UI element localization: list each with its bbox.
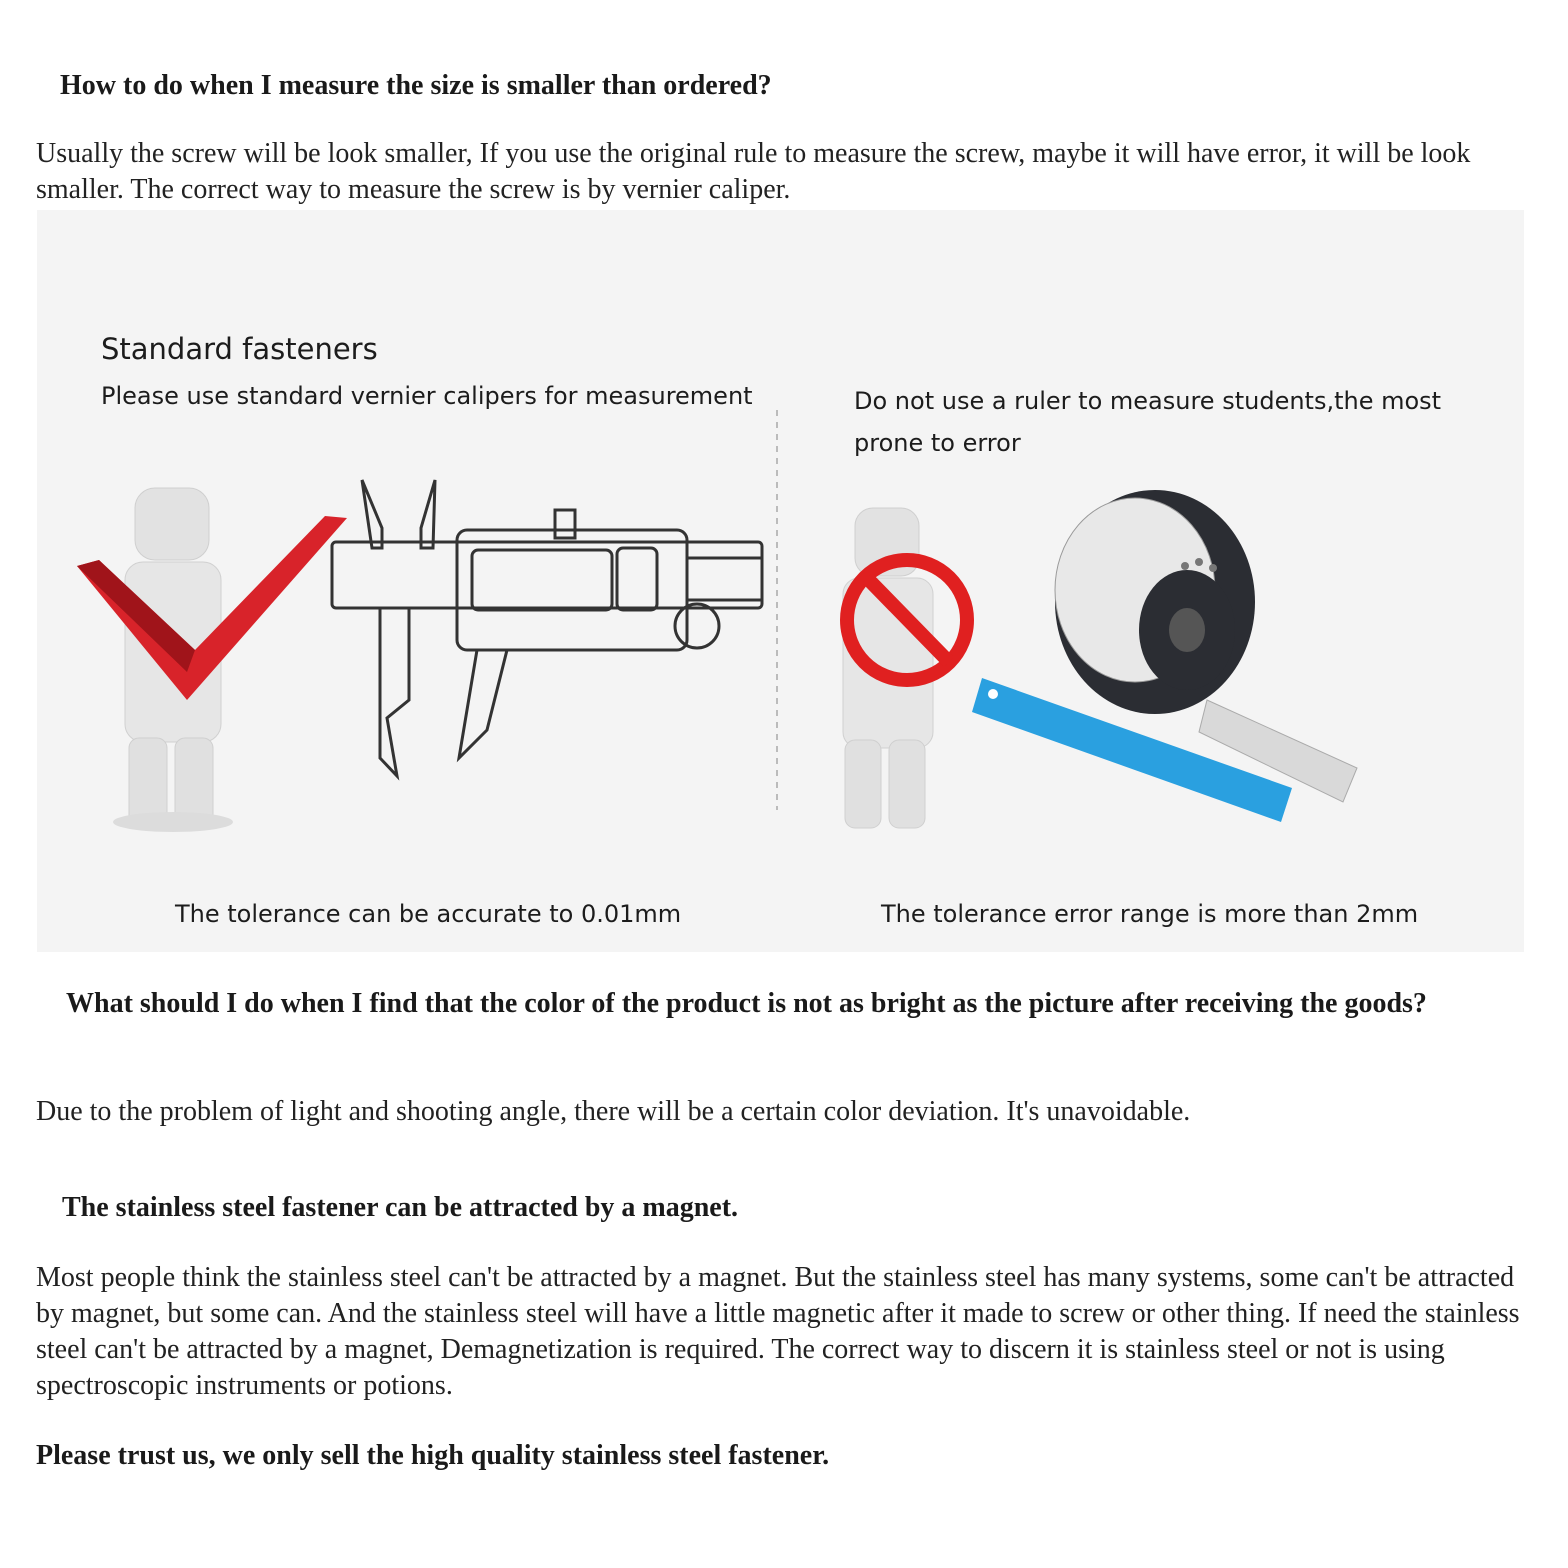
question-color: What should I do when I find that the color of the product is not as bright as the picture after receiving the goods? bbox=[66, 988, 1427, 1019]
caliper-caption: Please use standard vernier calipers for measurement bbox=[101, 382, 753, 410]
answer-color: Due to the problem of light and shooting angle, there will be a certain color deviation. It's unavoidable. bbox=[36, 1096, 1191, 1127]
ruler-caption: Do not use a ruler to measure students,the most prone to error bbox=[854, 387, 1442, 457]
measurement-illustration bbox=[37, 210, 1524, 952]
closing-statement: Please trust us, we only sell the high quality stainless steel fastener. bbox=[36, 1440, 830, 1471]
vernier-caliper-icon bbox=[332, 480, 762, 776]
caliper-tolerance: The tolerance can be accurate to 0.01mm bbox=[175, 900, 682, 928]
ruler-tolerance: The tolerance error range is more than 2mm bbox=[881, 900, 1419, 928]
figure-with-checkmark-icon bbox=[77, 488, 347, 832]
answer-size: Usually the screw will be look smaller, If you use the original rule to measure the screw, maybe it will have error, it will be look smaller. The correct way to measure the screw is by vernier caliper. bbox=[36, 138, 1471, 205]
question-size: How to do when I measure the size is smaller than ordered? bbox=[60, 70, 772, 101]
answer-magnet: Most people think the stainless steel can't be attracted by a magnet. But the stainless steel has many systems, some can't be attracted by magnet, but some can. And the stainless steel will have a little magnetic after it made to screw or other thing. If need the stainless steel can't be attracted by a magnet, Demagnetization is required. The correct way to discern it is stainless steel or not is using spectroscopic instruments or potions. bbox=[36, 1262, 1520, 1401]
figure-with-prohibition-icon bbox=[843, 508, 967, 828]
figure-title: Standard fasteners bbox=[101, 332, 378, 366]
question-magnet: The stainless steel fastener can be attracted by a magnet. bbox=[62, 1192, 739, 1223]
illustration-graphics bbox=[37, 210, 1524, 952]
